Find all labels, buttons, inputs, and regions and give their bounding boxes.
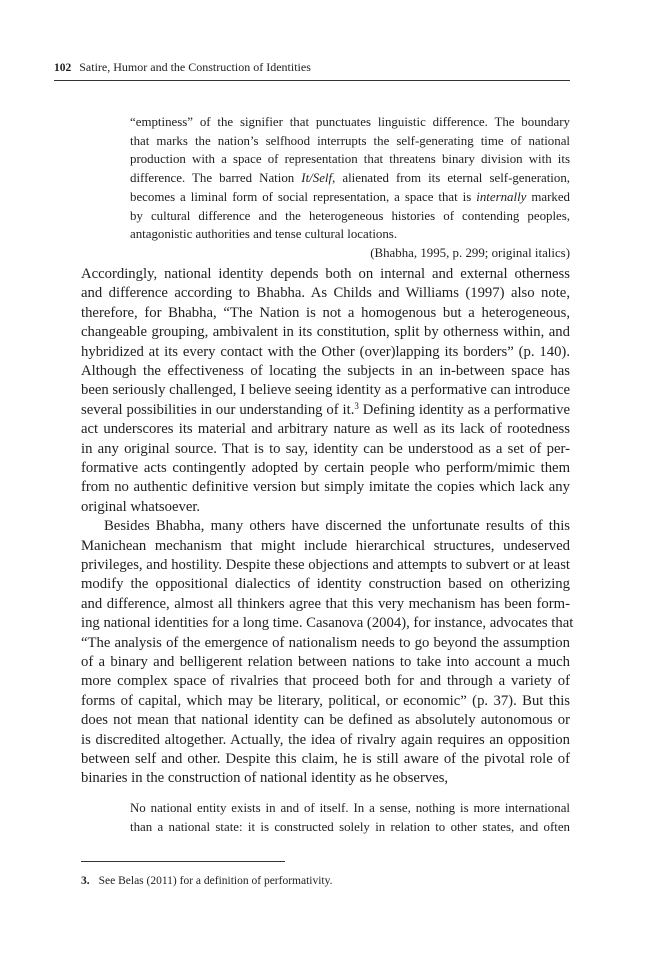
footnote-text: See Belas (2011) for a definition of performativity. [98,875,333,887]
quote1-line [130,207,570,226]
quote1-line [130,169,570,188]
text-segment: modify the oppositional dialectics of identity construction based on otherizing [81,576,570,593]
body-line [81,362,570,381]
body-line [81,323,570,342]
footnote [81,872,570,890]
text-segment: original whatsoever. [81,498,201,515]
body-line [81,284,570,303]
quote1-line [130,188,570,207]
text-segment: of a binary and belligerent relation between nations to take into account a much [81,654,570,670]
body-line [81,498,570,517]
body-line [81,381,570,400]
text-segment: “emptiness” of the signifier that punctuates linguistic difference. The boundary [130,115,570,129]
text-segment: 3 [354,400,359,411]
quote-citation: (Bhabha, 1995, p. 299; original italics) [370,245,570,260]
body-line [81,575,570,594]
text-segment: “The analysis of the emergence of nationalism needs to go beyond the assumption [81,634,570,651]
running-head [54,58,570,80]
text-segment: forms of capital, which may be literary, political, or economic” (p. 37). But this [81,692,570,709]
text-segment: No national entity exists in and of itself. In a sense, nothing is more international [130,801,570,815]
text-segment: by cultural difference and the heterogeneous histories of contending peoples, [130,208,570,223]
text-segment: is discredited altogether. Actually, the idea of rivalry again requires an opposition [81,731,570,748]
body-line [81,343,570,362]
text-segment: and difference, almost all thinkers agree that this very mechanism has been form- [81,595,570,612]
body-line [81,614,574,633]
text-segment: production with a space of representation that threatens binary division with its [130,152,570,167]
text-segment: therefore, for Bhabha, “The Nation is not a homogenous but a heterogeneous, [81,304,570,321]
text-segment: Defining identity as a performative [358,401,570,418]
body-line [81,440,570,459]
body-line [81,711,570,730]
running-title: Satire, Humor and the Construction of Identities [79,60,311,74]
footnote-number: 3. [81,875,90,887]
text-segment: Besides Bhabha, many others have discerned the unfortunate results of this [104,518,570,535]
text-segment: from no authentic definitive version but simply imitate the copies which lack any [81,479,570,496]
text-segment: difference. The barred Nation [130,171,302,186]
text-segment: , alienated from its eternal self-generation, [332,171,570,186]
body-line [81,478,570,497]
text-segment: becomes a liminal form of social representation, a space that is [130,189,477,204]
body-line [81,595,570,614]
quote1-line [130,150,570,169]
body-line [81,750,570,769]
quote1-line [130,225,570,244]
text-segment: been seriously challenged, I believe seeing identity as a performative can introduce [81,382,570,399]
body-line [81,556,570,575]
body-line [81,634,570,653]
footnote-rule [81,861,285,862]
text-segment: act underscores its material and arbitrary nature as well as its lack of rootedness [81,421,570,438]
body-line [81,653,570,672]
text-segment: that marks the nation’s selfhood interrupts the self-generating time of national [130,133,570,148]
body-line [81,420,570,439]
quote1-line [130,132,570,151]
text-segment: ing national identities for a long time. Casanova (2004), for instance, advocates that [81,615,574,632]
body-line [81,769,570,788]
text-segment: than a national state: it is constructed solely in relation to other states, and often [130,819,570,834]
text-segment: and difference according to Bhabha. As Childs and Williams (1997) also note, [81,285,570,302]
text-segment: binaries in the construction of national identity as he observes, [81,770,449,787]
quote2-line [130,818,570,837]
text-segment: several possibilities in our understanding of it. [81,401,355,418]
body-line [81,537,570,556]
body-line [81,692,570,711]
text-segment: internally [476,189,527,204]
text-segment: hybridized at its every contact with the Other (over)lapping its borders” (p. 140). [81,343,570,360]
text-segment: does not mean that national identity can be defined as absolutely autonomous or [81,712,570,729]
body-line [81,265,570,284]
body-line [81,731,570,750]
body-line [81,401,570,420]
text-segment: Manichean mechanism that might include hierarchical structures, undeserved [81,537,570,554]
text-segment: Accordingly, national identity depends both on internal and external otherness [81,266,570,282]
text-segment: between self and other. Despite this claim, he is still aware of the pivotal role of [81,751,570,767]
text-segment: It/Self [301,171,333,186]
text-segment: privileges, and hostility. Despite these objections and attempts to subvert or at least [81,557,570,573]
header-rule [54,80,570,81]
page-number: 102 [54,62,72,74]
quote2-line [130,799,570,818]
text-segment: marked [526,189,570,204]
text-segment: more complex space of rivalries that proceed both for and through a variety of [81,673,570,690]
text-segment: formative acts contingently adopted by certain people who perform/mimic them [81,460,570,476]
body-line [81,304,570,323]
body-line [81,672,570,691]
text-segment: antagonistic authorities and tense cultural locations. [130,227,398,242]
text-segment: changeable grouping, ambivalent in its constitution, split by otherness within, and [81,324,570,341]
body-line [81,459,570,478]
quote1-line [130,113,570,132]
text-segment: in any original source. That is to say, identity can be understood as a set of per- [81,440,570,457]
text-segment: Although the effectiveness of locating the subjects in an in-between space has [81,363,570,379]
body-line [104,517,570,536]
